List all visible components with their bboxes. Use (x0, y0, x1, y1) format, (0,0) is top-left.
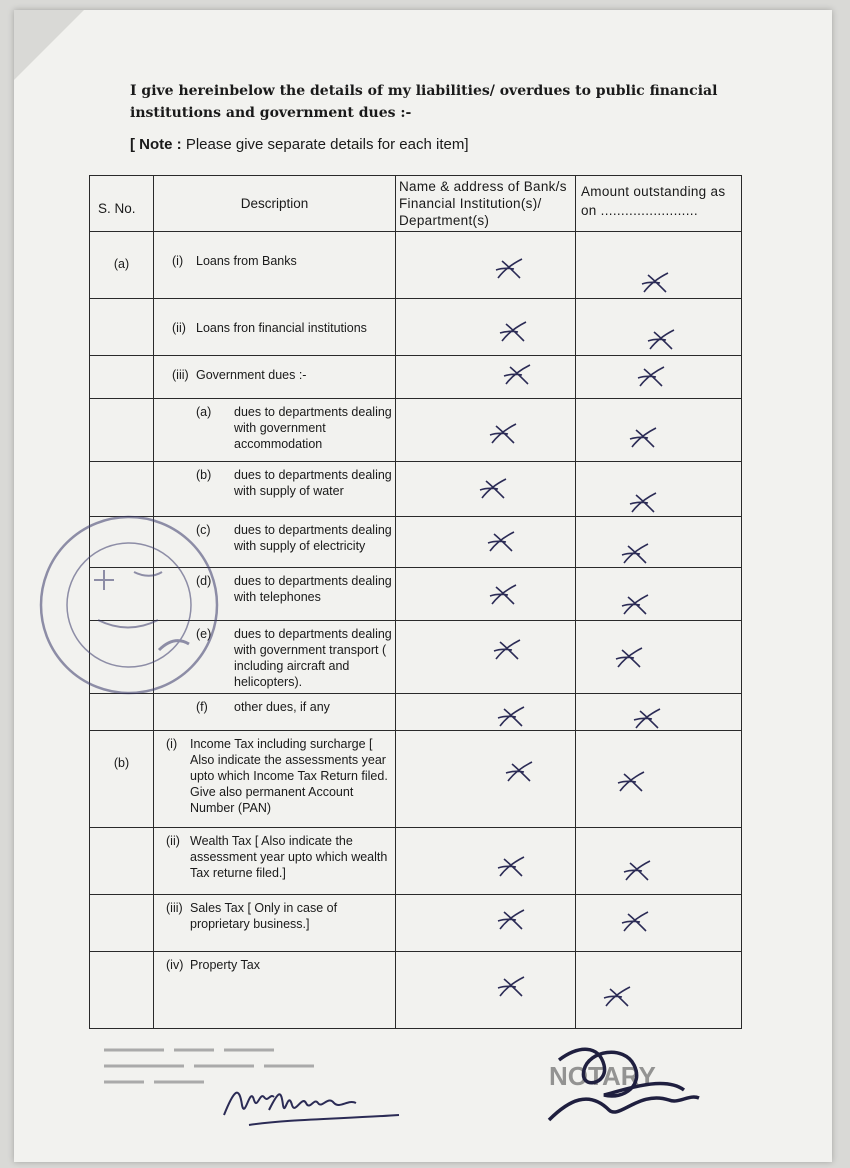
row-name-address-cell (396, 356, 576, 399)
row-description-text: other dues, if any (234, 700, 330, 714)
row-description-text: Wealth Tax [ Also indicate the assessment year upto which wealth Tax returne filed.] (190, 834, 388, 880)
row-sub-letter: (c) (196, 523, 211, 537)
table-row (90, 232, 742, 299)
cross-mark-icon (636, 364, 668, 390)
row-item-number: (iii) (166, 901, 183, 915)
note-label: [ Note : (130, 136, 182, 153)
row-item-number: (i) (166, 737, 178, 751)
row-description-text: Loans from Banks (196, 254, 297, 268)
cross-mark-icon (488, 582, 520, 608)
cross-mark-icon (646, 327, 678, 353)
notary-stamp-text: NOTARY (549, 1061, 656, 1091)
row-amount-cell (576, 731, 742, 828)
cross-mark-icon (486, 529, 518, 555)
row-sub-letter: (d) (196, 574, 212, 588)
header-name-address: Name & address of Bank/s Financial Institution(s)/ Department(s) (396, 176, 576, 232)
row-amount-cell (576, 356, 742, 399)
header-sno: S. No. (90, 176, 154, 232)
row-amount-cell (576, 952, 742, 1029)
cross-mark-icon (496, 907, 528, 933)
row-item-number: (iv) (166, 958, 184, 972)
row-amount-cell (576, 232, 742, 299)
row-name-address-cell (396, 517, 576, 568)
row-sno: (a) (90, 232, 154, 299)
row-sno (90, 356, 154, 399)
table-row (90, 895, 742, 952)
row-amount-cell (576, 517, 742, 568)
row-description (154, 399, 396, 462)
table-row (90, 828, 742, 895)
cross-mark-icon (640, 270, 672, 296)
header-amount: Amount outstanding as on ........................ (576, 176, 742, 232)
row-amount-cell (576, 462, 742, 517)
table-row (90, 356, 742, 399)
row-name-address-cell (396, 232, 576, 299)
row-sub-letter: (f) (196, 700, 208, 714)
cross-mark-icon (496, 854, 528, 880)
row-description-text: dues to departments dealing with supply of water (234, 468, 392, 498)
row-description (154, 952, 396, 1029)
page-heading: I give hereinbelow the details of my liabilities/ overdues to public financial institutions and government dues :- (130, 83, 718, 121)
cross-mark-icon (614, 645, 646, 671)
row-description-text: dues to departments dealing with telephones (234, 574, 392, 604)
row-sno (90, 828, 154, 895)
cross-mark-icon (628, 425, 660, 451)
cross-mark-icon (498, 319, 530, 345)
row-amount-cell (576, 895, 742, 952)
row-description (154, 828, 396, 895)
row-item-number: (iii) (172, 368, 189, 382)
table-row (90, 952, 742, 1029)
row-name-address-cell (396, 952, 576, 1029)
cross-mark-icon (496, 974, 528, 1000)
cross-mark-icon (488, 421, 520, 447)
row-name-address-cell (396, 568, 576, 621)
cross-mark-icon (602, 984, 634, 1010)
row-description-text: dues to departments dealing with supply of electricity (234, 523, 392, 553)
row-description (154, 356, 396, 399)
row-name-address-cell (396, 462, 576, 517)
row-name-address-cell (396, 828, 576, 895)
row-name-address-cell (396, 694, 576, 731)
cross-mark-icon (620, 909, 652, 935)
row-name-address-cell (396, 731, 576, 828)
row-item-number: (ii) (172, 321, 186, 335)
row-description (154, 731, 396, 828)
header-description: Description (154, 176, 396, 232)
row-description (154, 462, 396, 517)
row-sno (90, 952, 154, 1029)
cross-mark-icon (628, 490, 660, 516)
row-sno (90, 895, 154, 952)
row-name-address-cell (396, 399, 576, 462)
row-amount-cell (576, 694, 742, 731)
row-sub-letter: (b) (196, 468, 212, 482)
row-description (154, 299, 396, 356)
row-sno (90, 399, 154, 462)
cross-mark-icon (478, 476, 510, 502)
row-item-number: (i) (172, 254, 184, 268)
row-description-text: Property Tax (190, 958, 260, 972)
cross-mark-icon (496, 704, 528, 730)
row-amount-cell (576, 568, 742, 621)
cross-mark-icon (622, 858, 654, 884)
table-row (90, 731, 742, 828)
note-line (130, 136, 469, 153)
row-description-text: Sales Tax [ Only in case of proprietary business.] (190, 901, 338, 931)
row-name-address-cell (396, 621, 576, 694)
row-amount-cell (576, 828, 742, 895)
row-description-text: Loans fron financial institutions (196, 321, 367, 335)
cross-mark-icon (504, 759, 536, 785)
row-amount-cell (576, 299, 742, 356)
row-item-number: (ii) (166, 834, 180, 848)
cross-mark-icon (616, 769, 648, 795)
row-sub-letter: (a) (196, 405, 212, 419)
row-name-address-cell (396, 299, 576, 356)
row-description-text: Government dues :- (196, 368, 307, 382)
row-sub-letter: (e) (196, 627, 212, 641)
cross-mark-icon (494, 256, 526, 282)
row-description (154, 232, 396, 299)
row-description-text: dues to departments dealing with government accommodation (234, 405, 392, 451)
cross-mark-icon (620, 592, 652, 618)
row-sno (90, 299, 154, 356)
row-amount-cell (576, 399, 742, 462)
notary-seal-stamp (34, 510, 224, 700)
page-fold (14, 10, 84, 80)
cross-mark-icon (632, 706, 664, 732)
document-page (14, 10, 832, 1162)
row-name-address-cell (396, 895, 576, 952)
row-sno (90, 462, 154, 517)
row-description-text: Income Tax including surcharge [ Also indicate the assessments year upto which Income Tax Return filed. Give also permanent Account Number (PAN) (190, 737, 388, 815)
note-text: Please give separate details for each item] (185, 136, 469, 153)
row-description-text: dues to departments dealing with government transport ( including aircraft and helicopters). (234, 627, 392, 689)
cross-mark-icon (492, 637, 524, 663)
cross-mark-icon (502, 362, 534, 388)
table-row (90, 399, 742, 462)
notary-signature-stamp (529, 1040, 729, 1130)
row-description (154, 895, 396, 952)
cross-mark-icon (620, 541, 652, 567)
row-amount-cell (576, 621, 742, 694)
signature-mark (219, 1080, 409, 1130)
table-header-row (90, 176, 742, 232)
row-sno: (b) (90, 731, 154, 828)
table-row (90, 462, 742, 517)
table-row (90, 299, 742, 356)
